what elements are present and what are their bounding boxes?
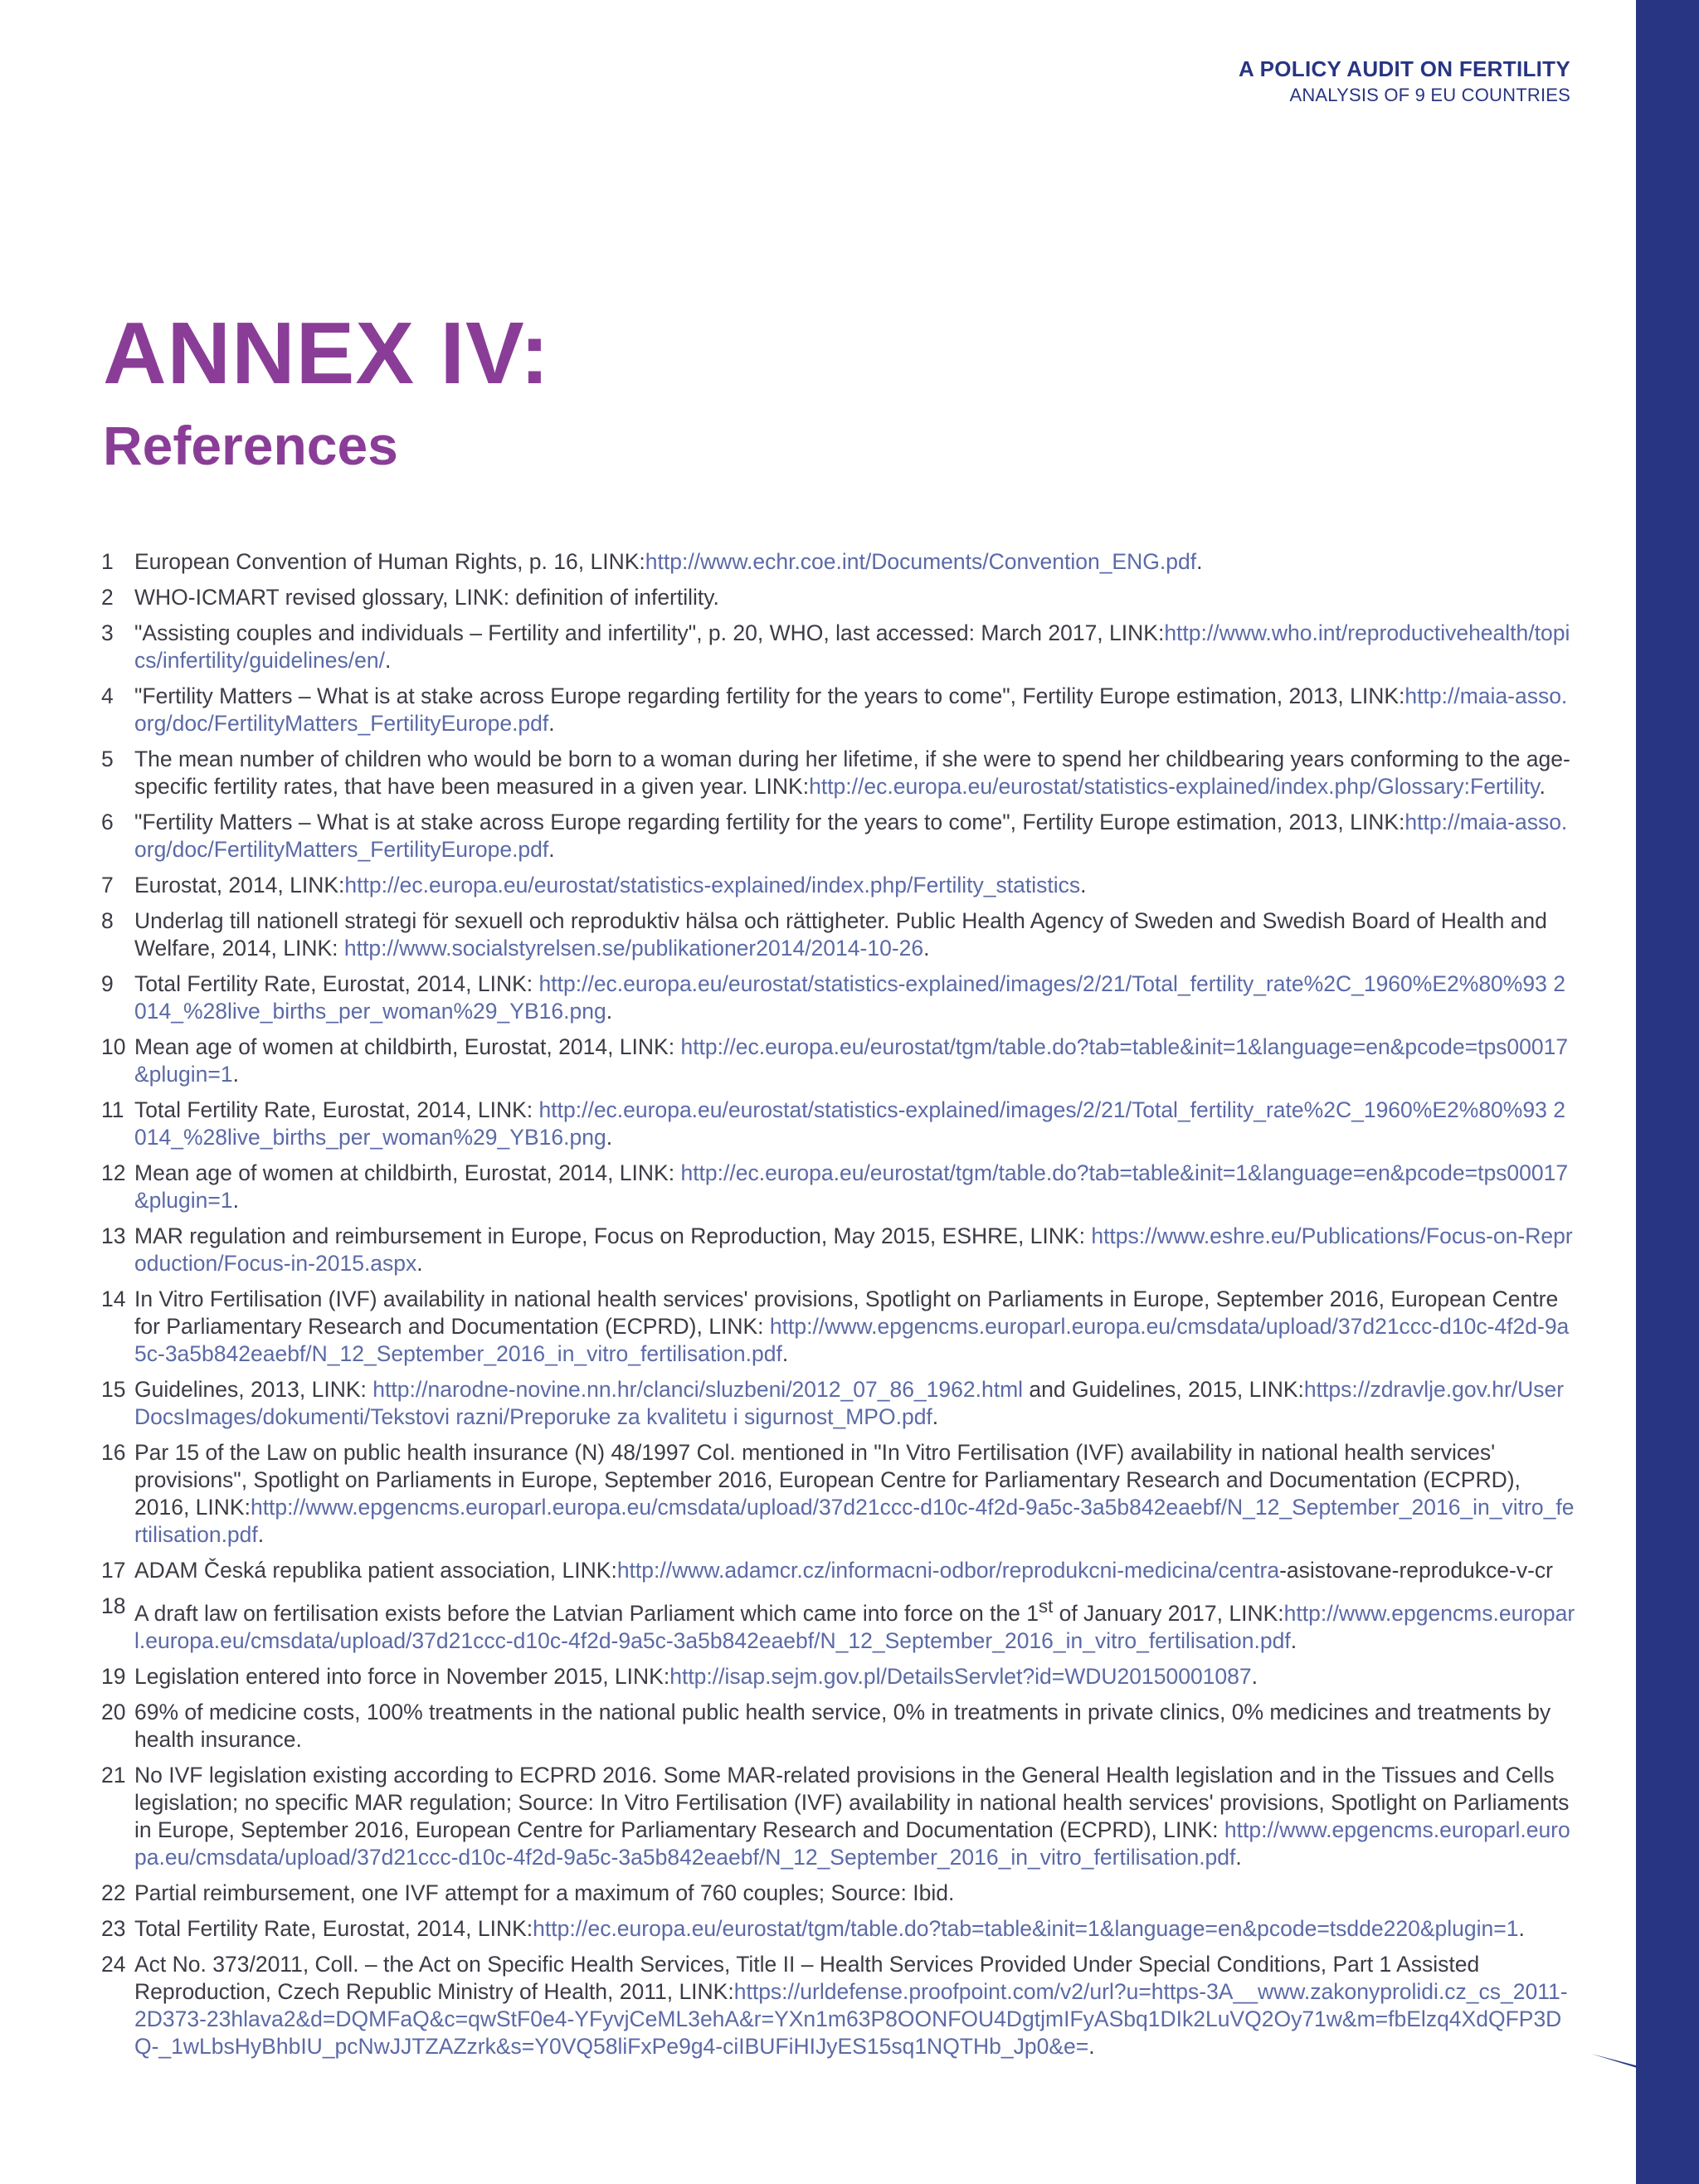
reference-text: [134, 1286, 1576, 1368]
reference-link[interactable]: http://ec.europa.eu/eurostat/tgm/table.do?tab=table&init=1&language=en&pcode=tps00017&plugin=1: [134, 1034, 1569, 1087]
reference-text-segment: .: [1080, 873, 1087, 897]
reference-text-segment: .: [548, 837, 555, 862]
reference-item: [101, 1097, 1576, 1151]
reference-item: [101, 809, 1576, 863]
reference-text: [134, 548, 1576, 576]
reference-link[interactable]: http://maia-asso.org/doc/FertilityMatters_FertilityEurope.pdf: [134, 810, 1568, 862]
reference-item: [101, 1034, 1576, 1088]
reference-number: 9: [101, 971, 114, 996]
reference-text: [134, 620, 1576, 674]
reference-item: [101, 746, 1576, 800]
reference-number: 8: [101, 908, 114, 933]
reference-link[interactable]: http://ec.europa.eu/eurostat/statistics-explained/index.php/Fertility_statistics: [344, 873, 1081, 897]
reference-number: 6: [101, 810, 114, 834]
reference-text-segment: A draft law on fertilisation exists before the Latvian Parliament which came into force on the 1: [134, 1600, 1039, 1626]
reference-text-segment: .: [923, 936, 930, 961]
reference-link[interactable]: http://ec.europa.eu/eurostat/statistics-explained/index.php/Glossary:Fertility: [809, 774, 1540, 799]
reference-text: [134, 683, 1576, 737]
reference-text-segment: .: [1290, 1627, 1297, 1653]
reference-text-segment: .: [1235, 1844, 1242, 1870]
reference-link[interactable]: http://www.epgencms.europarl.europa.eu/cmsdata/upload/37d21ccc-d10c-4f2d-9a5c-3a5b842eaebf/N_12_September_2016_in_vitro_fertilisation.pdf: [134, 1600, 1575, 1653]
reference-list: [101, 548, 1576, 2069]
reference-text: [134, 970, 1576, 1025]
reference-link[interactable]: http://www.epgencms.europarl.europa.eu/cmsdata/upload/37d21ccc-d10c-4f2d-9a5c-3a5b842eaebf/N_12_September_2016_in_vitro_fertilisation.pdf: [134, 1817, 1570, 1870]
reference-number: 5: [101, 747, 114, 771]
reference-link[interactable]: https://www.eshre.eu/Publications/Focus-on-Reproduction/Focus-in-2015.aspx: [134, 1223, 1573, 1276]
reference-item: [101, 1951, 1576, 2060]
annex-title: ANNEX IV:: [103, 304, 551, 402]
reference-text-segment: .: [781, 1341, 789, 1366]
reference-text-segment: Total Fertility Rate, Eurostat, 2014, LINK:: [134, 1915, 533, 1941]
reference-text: [134, 584, 1576, 611]
reference-text-segment: Act No. 373/2011, Coll. – the Act on Specific Health Services, Title II – Health Services Provided Under Special Conditions, Part 1 Assisted Reproduction, Czech Republic Ministry of Health, 2011, LINK:: [134, 1951, 1480, 2004]
page-number: 59: [1643, 2093, 1675, 2124]
reference-text-segment: .: [932, 1404, 939, 1429]
reference-item: [101, 1593, 1576, 1655]
reference-item: [101, 1439, 1576, 1549]
reference-text: [134, 809, 1576, 863]
reference-link[interactable]: http://narodne-novine.nn.hr/clanci/sluzbeni/2012_07_86_1962.html: [372, 1377, 1024, 1402]
reference-link[interactable]: http://www.epgencms.europarl.europa.eu/cmsdata/upload/37d21ccc-d10c-4f2d-9a5c-3a5b842eaebf/N_12_September_2016_in_vitro_fertilisation.pdf: [134, 1314, 1570, 1366]
reference-number: 2: [101, 585, 114, 610]
reference-number: 12: [101, 1160, 126, 1185]
reference-text: [134, 872, 1576, 899]
reference-text: [134, 907, 1576, 962]
reference-number: 23: [101, 1915, 126, 1941]
reference-number: 19: [101, 1663, 126, 1689]
reference-text-segment: Guidelines, 2013, LINK:: [134, 1377, 373, 1402]
reference-item: [101, 1286, 1576, 1368]
reference-number: 1: [101, 549, 114, 574]
reference-item: [101, 548, 1576, 576]
reference-link[interactable]: http://www.epgencms.europarl.europa.eu/cmsdata/upload/37d21ccc-d10c-4f2d-9a5c-3a5b842eaebf/N_12_September_2016_in_vitro_fertilisation.pdf: [134, 1495, 1575, 1547]
reference-text-segment: .: [257, 1522, 265, 1547]
reference-number: 16: [101, 1440, 126, 1465]
reference-item: [101, 620, 1576, 674]
reference-item: [101, 1762, 1576, 1871]
reference-link[interactable]: https://zdravlje.gov.hr/UserDocsImages/dokumenti/Tekstovi razni/Preporuke za kvalitetu i sigurnost_MPO.pdf: [134, 1377, 1565, 1429]
reference-text-segment: Total Fertility Rate, Eurostat, 2014, LINK:: [134, 971, 539, 996]
running-header: [1239, 55, 1570, 108]
reference-link[interactable]: http://ec.europa.eu/eurostat/statistics-explained/images/2/21/Total_fertility_rate%2C_1960%E2%80%93 2014_%28live_births_per_woman%29_YB16.png: [134, 1097, 1565, 1150]
reference-text-segment: No IVF legislation existing according to ECPRD 2016. Some MAR-related provisions in the General Health legislation and in the Tissues and Cells legislation; no specific MAR regulation; Source: In Vitro Fertilisation (IVF) availability in national health services' provisions, Spotlight on Parliaments in Europe, September 2016, European Centre for Parliamentary Research and Documentation (ECPRD), LINK:: [134, 1762, 1570, 1842]
reference-number: 17: [101, 1558, 126, 1583]
reference-number: 11: [101, 1097, 124, 1122]
reference-number: 14: [101, 1287, 126, 1311]
reference-text-segment: of January 2017, LINK:: [1053, 1600, 1284, 1626]
reference-text: [134, 1097, 1576, 1151]
reference-item: [101, 1915, 1576, 1943]
reference-text-segment: WHO-ICMART revised glossary, LINK: definition of infertility.: [134, 585, 719, 610]
header-title: A POLICY AUDIT ON FERTILITY: [1238, 56, 1570, 81]
reference-text: [134, 1034, 1576, 1088]
reference-text-segment: .: [606, 1125, 613, 1150]
reference-item: [101, 584, 1576, 611]
reference-item: [101, 1699, 1576, 1754]
reference-text-segment: .: [232, 1062, 239, 1087]
reference-text: [134, 1593, 1576, 1655]
reference-text-segment: Total Fertility Rate, Eurostat, 2014, LINK:: [134, 1097, 539, 1122]
reference-text-segment: .: [416, 1251, 423, 1276]
reference-link[interactable]: http://ec.europa.eu/eurostat/tgm/table.do?tab=table&init=1&language=en&pcode=tps00017&plugin=1: [134, 1160, 1569, 1213]
reference-link[interactable]: http://ec.europa.eu/eurostat/statistics-explained/images/2/21/Total_fertility_rate%2C_1960%E2%80%93 2014_%28live_births_per_woman%29_YB16.png: [134, 971, 1565, 1024]
reference-text: [134, 1376, 1576, 1431]
reference-text-segment: In Vitro Fertilisation (IVF) availability in national health services' provisions, Spotlight on Parliaments in Europe, September 2016, European Centre for Parliamentary Research and Documentation (ECPRD), LINK:: [134, 1287, 1559, 1339]
reference-number: 15: [101, 1377, 126, 1402]
annex-subtitle: References: [103, 415, 398, 476]
reference-item: [101, 1223, 1576, 1277]
reference-link[interactable]: https://urldefense.proofpoint.com/v2/url?u=https-3A__www.zakonyprolidi.cz_cs_2011-2D373-23hlava2&d=DQMFaQ&c=qwStF0e4-YFyvjCeML3ehA&r=YXn1m63P8OONFOU4DgtjmIFyASbq1DIk2LuVQ2Oy71w&m=fbElzq4XdQFP3DQ-_1wLbsHyBhbIU_pcNwJJTZAZzrk&s=Y0VQ58liFxPe9g4-ciIBUFiHIJyES15sq1NQTHb_Jp0&e=: [134, 1978, 1568, 2059]
reference-item: [101, 970, 1576, 1025]
reference-text: [134, 1663, 1576, 1690]
reference-text: [134, 1880, 1576, 1907]
reference-item: [101, 1160, 1576, 1214]
reference-text-segment: 69% of medicine costs, 100% treatments in the national public health service, 0% in treatments in private clinics, 0% medicines and treatments by health insurance.: [134, 1699, 1551, 1752]
reference-text-segment: .: [384, 648, 392, 673]
reference-number: 18: [101, 1593, 126, 1618]
header-subtitle: ANALYSIS OF 9 EU COUNTRIES: [1289, 85, 1570, 105]
reference-text-segment: "Assisting couples and individuals – Fertility and infertility", p. 20, WHO, last accessed: March 2017, LINK:: [134, 620, 1165, 645]
reference-text-segment: MAR regulation and reimbursement in Europe, Focus on Reproduction, May 2015, ESHRE, LINK:: [134, 1223, 1092, 1248]
reference-text-segment: European Convention of Human Rights, p. 16, LINK:: [134, 549, 645, 574]
reference-text-segment: "Fertility Matters – What is at stake across Europe regarding fertility for the years to come", Fertility Europe estimation, 2013, LINK:: [134, 810, 1405, 834]
reference-text: [134, 1439, 1576, 1549]
reference-text-segment: ADAM Česká republika patient association, LINK:: [134, 1558, 617, 1583]
reference-item: [101, 683, 1576, 737]
side-band: [1636, 0, 1699, 2184]
reference-text-segment: "Fertility Matters – What is at stake across Europe regarding fertility for the years to come", Fertility Europe estimation, 2013, LINK:: [134, 683, 1405, 708]
reference-text-segment: .: [232, 1188, 239, 1213]
reference-text: [134, 746, 1576, 800]
reference-text-segment: Mean age of women at childbirth, Eurostat, 2014, LINK:: [134, 1160, 681, 1185]
reference-text-segment: Legislation entered into force in November 2015, LINK:: [134, 1663, 670, 1689]
reference-text: [134, 1223, 1576, 1277]
reference-number: 4: [101, 683, 114, 708]
reference-item: [101, 872, 1576, 899]
reference-text-segment: .: [1088, 2033, 1095, 2059]
reference-link[interactable]: http://www.echr.coe.int/Documents/Convention_ENG.pdf: [645, 549, 1197, 574]
reference-text-segment: and Guidelines, 2015, LINK:: [1023, 1377, 1304, 1402]
reference-number: 10: [101, 1034, 126, 1059]
reference-number: 24: [101, 1951, 126, 1977]
reference-number: 21: [101, 1762, 126, 1788]
reference-link[interactable]: http://www.socialstyrelsen.se/publikationer2014/2014-10-26: [343, 936, 924, 961]
reference-text-segment: The mean number of children who would be born to a woman during her lifetime, if she were to spend her childbearing years conforming to the age-specific fertility rates, that have been measured in a given year. LINK:: [134, 747, 1570, 799]
reference-text: [134, 1160, 1576, 1214]
reference-item: [101, 1663, 1576, 1690]
reference-text-segment: Underlag till nationell strategi för sexuell och reproduktiv hälsa och rättigheter. Public Health Agency of Sweden and Swedish Board of Health and Welfare, 2014, LINK:: [134, 908, 1547, 961]
reference-number: 13: [101, 1223, 126, 1248]
reference-text-segment: .: [1196, 549, 1203, 574]
reference-item: [101, 1880, 1576, 1907]
reference-link[interactable]: http://www.who.int/reproductivehealth/topics/infertility/guidelines/en/: [134, 620, 1570, 673]
reference-text: [134, 1762, 1576, 1871]
reference-text: [134, 1557, 1576, 1584]
reference-text: [134, 1951, 1576, 2060]
reference-text-segment: Partial reimbursement, one IVF attempt for a maximum of 760 couples; Source: Ibid.: [134, 1880, 955, 1905]
reference-item: [101, 907, 1576, 962]
reference-text-segment: .: [606, 999, 613, 1024]
reference-number: 3: [101, 620, 114, 645]
reference-text: [134, 1915, 1576, 1943]
reference-item: [101, 1376, 1576, 1431]
reference-link[interactable]: http://www.adamcr.cz/informacni-odbor/reprodukcni-medicina/centra: [616, 1558, 1280, 1583]
reference-number: 7: [101, 873, 114, 897]
reference-text-segment: .: [1251, 1663, 1258, 1689]
reference-item: [101, 1557, 1576, 1584]
reference-text-segment: .: [548, 711, 555, 736]
page-corner-fold: [1591, 2054, 1699, 2087]
reference-text-segment: Par 15 of the Law on public health insurance (N) 48/1997 Col. mentioned in "In Vitro Fertilisation (IVF) availability in national health services' provisions", Spotlight on Parliaments in Europe, September 2016, European Centre for Parliamentary Research and Documentation (ECPRD), 2016, LINK:: [134, 1440, 1521, 1520]
reference-link[interactable]: http://ec.europa.eu/eurostat/tgm/table.do?tab=table&init=1&language=en&pcode=tsdde220&plugin=1: [533, 1915, 1519, 1941]
reference-text-segment: .: [1539, 774, 1546, 799]
reference-number: 22: [101, 1880, 126, 1905]
reference-text: [134, 1699, 1576, 1754]
reference-text-segment: .: [1518, 1915, 1525, 1941]
reference-text-segment: Mean age of women at childbirth, Eurostat, 2014, LINK:: [134, 1034, 681, 1059]
reference-link[interactable]: http://maia-asso.org/doc/FertilityMatters_FertilityEurope.pdf: [134, 683, 1568, 736]
reference-text-segment: Eurostat, 2014, LINK:: [134, 873, 345, 897]
ordinal-suffix: st: [1039, 1596, 1054, 1617]
reference-link[interactable]: http://isap.sejm.gov.pl/DetailsServlet?id=WDU20150001087: [669, 1663, 1252, 1689]
reference-text-segment: -asistovane-reprodukce-v-cr: [1279, 1558, 1554, 1583]
reference-number: 20: [101, 1699, 126, 1724]
